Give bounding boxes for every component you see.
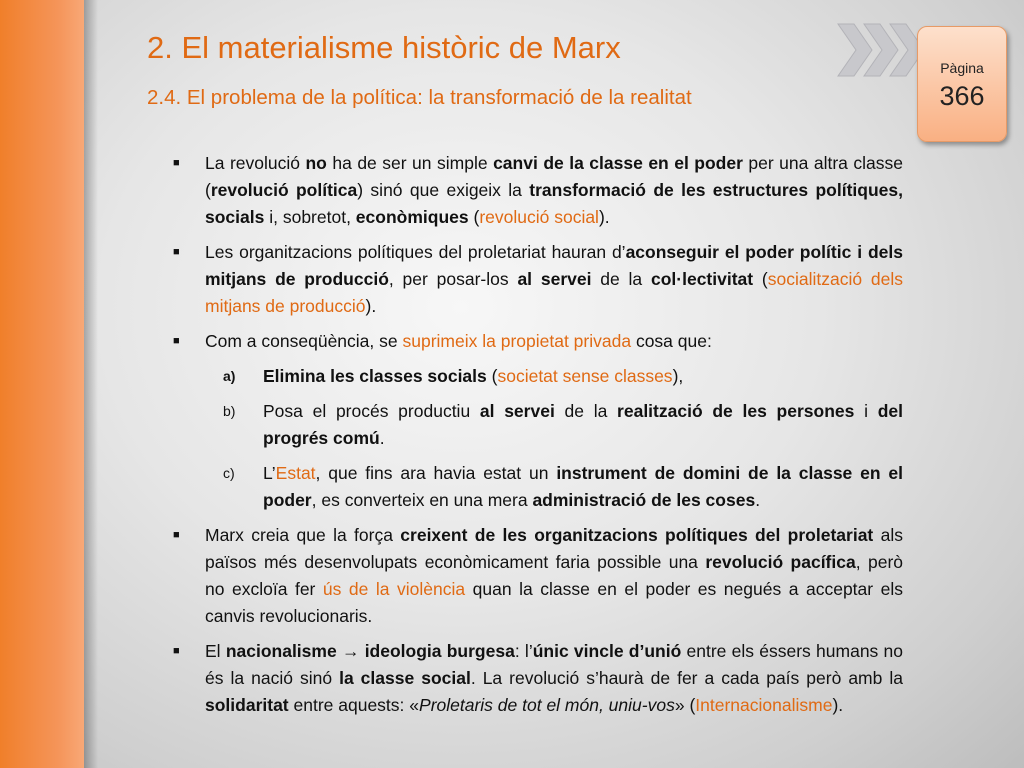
bullet-item [172, 328, 903, 355]
sub-item-marker: c) [223, 465, 235, 481]
bullet-item [172, 638, 903, 719]
square-bullet-icon: ■ [173, 335, 180, 347]
square-bullet-icon: ■ [173, 246, 180, 258]
page-badge [917, 26, 1007, 142]
triple-chevron-icon [836, 22, 928, 78]
sub-item-text: L’Estat, que fins ara havia estat un instrument de domini de la classe en el poder, es converteix en una mera administració de les coses. [263, 463, 903, 510]
bullet-text: Marx creia que la força creixent de les organitzacions polítiques del proletariat als països més desenvolupats econòmicament faria possible una revolució pacífica, però no excloïa fer ús de la violència quan la classe en el poder es negués a acceptar els canvis revolucionaris. [205, 525, 904, 626]
bullet-item [172, 239, 903, 320]
square-bullet-icon: ■ [173, 529, 180, 541]
bullet-text: Les organitzacions polítiques del proletariat hauran d’aconseguir el poder polític i dels mitjans de producció, per posar-los al servei de la col·lectivitat (socialització dels mitjans de producció). [205, 242, 904, 316]
slide-content [172, 150, 903, 727]
sub-item-b [172, 398, 903, 452]
square-bullet-icon: ■ [173, 645, 180, 657]
bullet-text: El nacionalisme → ideologia burgesa: l’únic vincle d’unió entre els éssers humans no és la nació sinó la classe social. La revolució s’haurà de fer a cada país però amb la solidaritat entre aquests: «Proletaris de tot el món, uniu-vos» (Internacionalisme). [205, 641, 904, 715]
page-number: 366 [939, 81, 985, 111]
slide-title: 2. El materialisme històric de Marx [147, 30, 621, 65]
square-bullet-icon: ■ [173, 157, 180, 169]
sub-item-text: Posa el procés productiu al servei de la realització de les persones i del progrés comú. [263, 401, 903, 448]
sub-item-c [172, 460, 903, 514]
bullet-item [172, 150, 903, 231]
sub-item-a [172, 363, 903, 390]
sidebar-shadow [84, 0, 98, 768]
sub-item-marker: b) [223, 403, 236, 419]
bullet-item [172, 522, 903, 630]
page-label: Pàgina [940, 60, 984, 76]
sub-item-text: Elimina les classes socials (societat sense classes), [263, 366, 684, 386]
sidebar-accent [0, 0, 84, 768]
bullet-text: Com a conseqüència, se suprimeix la propietat privada cosa que: [205, 331, 712, 351]
bullet-text: La revolució no ha de ser un simple canvi de la classe en el poder per una altra classe (revolució política) sinó que exigeix la transformació de les estructures polítiques, socials i, sobretot, econòmiques (revolució social). [205, 153, 904, 227]
sub-item-marker: a) [223, 368, 236, 384]
slide-subtitle: 2.4. El problema de la política: la transformació de la realitat [147, 86, 692, 109]
